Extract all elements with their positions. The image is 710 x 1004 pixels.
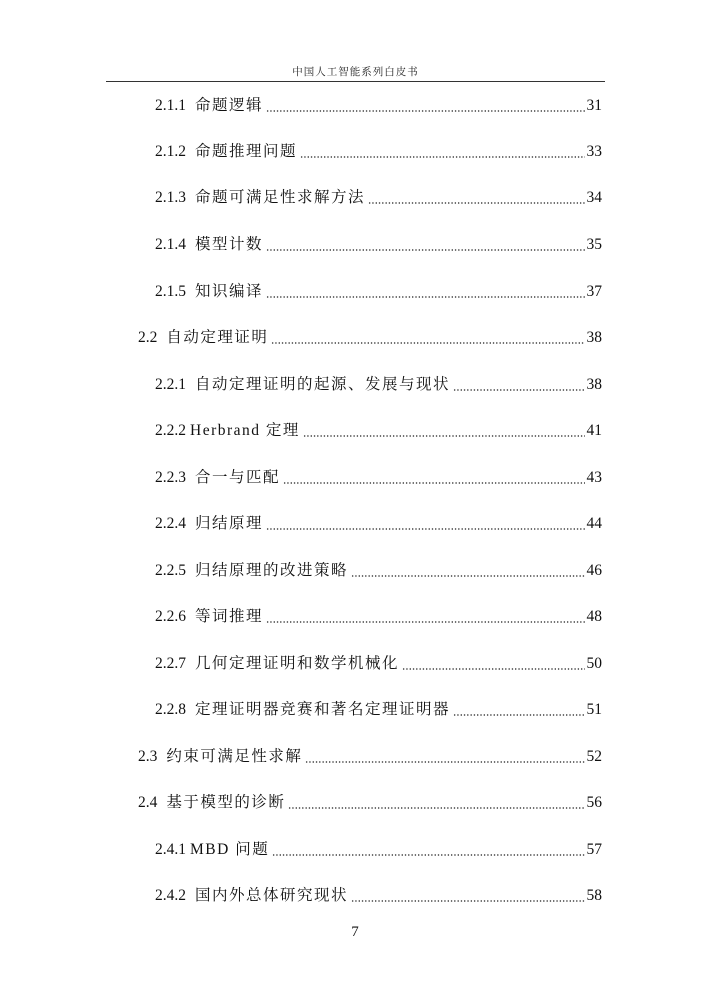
toc-entry-2-2[interactable] — [138, 326, 602, 350]
toc-entry-page: 50 — [586, 655, 602, 672]
toc-entry-2-2-2[interactable] — [155, 419, 602, 443]
dot-leader — [351, 575, 584, 577]
dot-leader — [300, 156, 584, 158]
toc-entry-title: 定理证明器竞赛和著名定理证明器 — [195, 701, 451, 718]
toc-entry-page: 46 — [586, 562, 602, 579]
dot-leader — [368, 202, 584, 204]
dot-leader — [266, 621, 584, 623]
dot-leader — [266, 296, 584, 298]
toc-entry-page: 37 — [586, 283, 602, 300]
toc-entry-2-2-3[interactable] — [155, 466, 602, 490]
toc-entry-page: 51 — [586, 701, 602, 718]
toc-entry-number: 2.1.4 — [155, 236, 186, 253]
toc-entry-number: 2.2.3 — [155, 469, 186, 486]
toc-entry-title: 命题推理问题 — [195, 143, 298, 160]
dot-leader — [453, 714, 584, 716]
toc-entry-page: 33 — [586, 143, 602, 160]
toc-entry-title: 归结原理的改进策略 — [195, 562, 349, 579]
toc-entry-title: 几何定理证明和数学机械化 — [195, 655, 400, 672]
toc-entry-title: 模型计数 — [195, 236, 264, 253]
toc-entry-number: 2.4.2 — [155, 887, 186, 904]
toc-entry-number: 2.2.8 — [155, 701, 186, 718]
toc-entry-number: 2.1.3 — [155, 189, 186, 206]
toc-entry-2-1-1[interactable] — [155, 94, 602, 118]
toc-entry-page: 34 — [586, 189, 602, 206]
toc-entry-page: 56 — [586, 794, 602, 811]
dot-leader — [266, 249, 584, 251]
toc-entry-page: 43 — [586, 469, 602, 486]
toc-entry-2-1-2[interactable] — [155, 140, 602, 164]
dot-leader — [266, 110, 584, 112]
toc-entry-number: 2.2.4 — [155, 515, 186, 532]
toc-entry-2-4[interactable] — [138, 791, 602, 815]
dot-leader — [305, 761, 584, 763]
toc-entry-title: 基于模型的诊断 — [166, 794, 286, 811]
toc-entry-page: 57 — [586, 841, 602, 858]
toc-entry-title: 国内外总体研究现状 — [195, 887, 349, 904]
toc-entry-number: 2.1.1 — [155, 97, 186, 114]
toc-entry-page: 44 — [586, 515, 602, 532]
toc-entry-number: 2.2.7 — [155, 655, 186, 672]
toc-entry-number: 2.2 — [138, 329, 158, 346]
toc-entry-number: 2.2.6 — [155, 608, 186, 625]
toc-entry-title: 归结原理 — [195, 515, 264, 532]
dot-leader — [303, 435, 585, 437]
toc-entry-page: 38 — [586, 376, 602, 393]
toc-entry-2-2-8[interactable] — [155, 698, 602, 722]
dot-leader — [351, 900, 584, 902]
toc-entry-page: 41 — [586, 422, 602, 439]
toc-entry-2-3[interactable] — [138, 745, 602, 769]
toc-entry-page: 31 — [586, 97, 602, 114]
toc-entry-2-4-2[interactable] — [155, 884, 602, 908]
toc-entry-number: 2.1.5 — [155, 283, 186, 300]
toc-entry-number: 2.2.1 — [155, 376, 186, 393]
toc-entry-title: Herbrand 定理 — [190, 422, 300, 439]
toc-entry-title: 自动定理证明 — [166, 329, 269, 346]
toc-entry-2-2-4[interactable] — [155, 512, 602, 536]
toc-entry-2-2-1[interactable] — [155, 373, 602, 397]
dot-leader — [272, 854, 584, 856]
toc-entry-number: 2.4 — [138, 794, 158, 811]
toc-entry-2-1-4[interactable] — [155, 233, 602, 257]
toc-entry-2-1-5[interactable] — [155, 280, 602, 304]
dot-leader — [453, 389, 584, 391]
dot-leader — [271, 342, 584, 344]
toc-entry-title: 命题逻辑 — [195, 97, 264, 114]
toc-entry-title: 合一与匹配 — [195, 469, 281, 486]
dot-leader — [283, 482, 584, 484]
toc-entry-2-2-7[interactable] — [155, 652, 602, 676]
toc-entry-page: 52 — [586, 748, 602, 765]
toc-entry-2-4-1[interactable] — [155, 838, 602, 862]
toc-entry-page: 48 — [586, 608, 602, 625]
toc-entry-number: 2.2.5 — [155, 562, 186, 579]
toc-entry-page: 35 — [586, 236, 602, 253]
toc-entry-2-2-6[interactable] — [155, 605, 602, 629]
dot-leader — [266, 528, 584, 530]
toc-entry-page: 58 — [586, 887, 602, 904]
toc-entry-title: 自动定理证明的起源、发展与现状 — [195, 376, 451, 393]
toc-entry-number: 2.3 — [138, 748, 158, 765]
toc-entry-page: 38 — [586, 329, 602, 346]
toc-entry-number: 2.2.2 — [155, 422, 186, 439]
toc-entry-number: 2.1.2 — [155, 143, 186, 160]
toc-entry-2-2-5[interactable] — [155, 559, 602, 583]
dot-leader — [288, 807, 584, 809]
toc-entry-title: 约束可满足性求解 — [166, 748, 303, 765]
toc-entry-title: 命题可满足性求解方法 — [195, 189, 366, 206]
toc-entry-title: 等词推理 — [195, 608, 264, 625]
toc-entry-title: 知识编译 — [195, 283, 264, 300]
page-number: 7 — [351, 924, 359, 940]
toc-entry-title: MBD 问题 — [190, 841, 270, 858]
toc-entry-2-1-3[interactable] — [155, 186, 602, 210]
dot-leader — [402, 668, 584, 670]
running-header: 中国人工智能系列白皮书 — [292, 67, 419, 78]
toc-entry-number: 2.4.1 — [155, 841, 186, 858]
